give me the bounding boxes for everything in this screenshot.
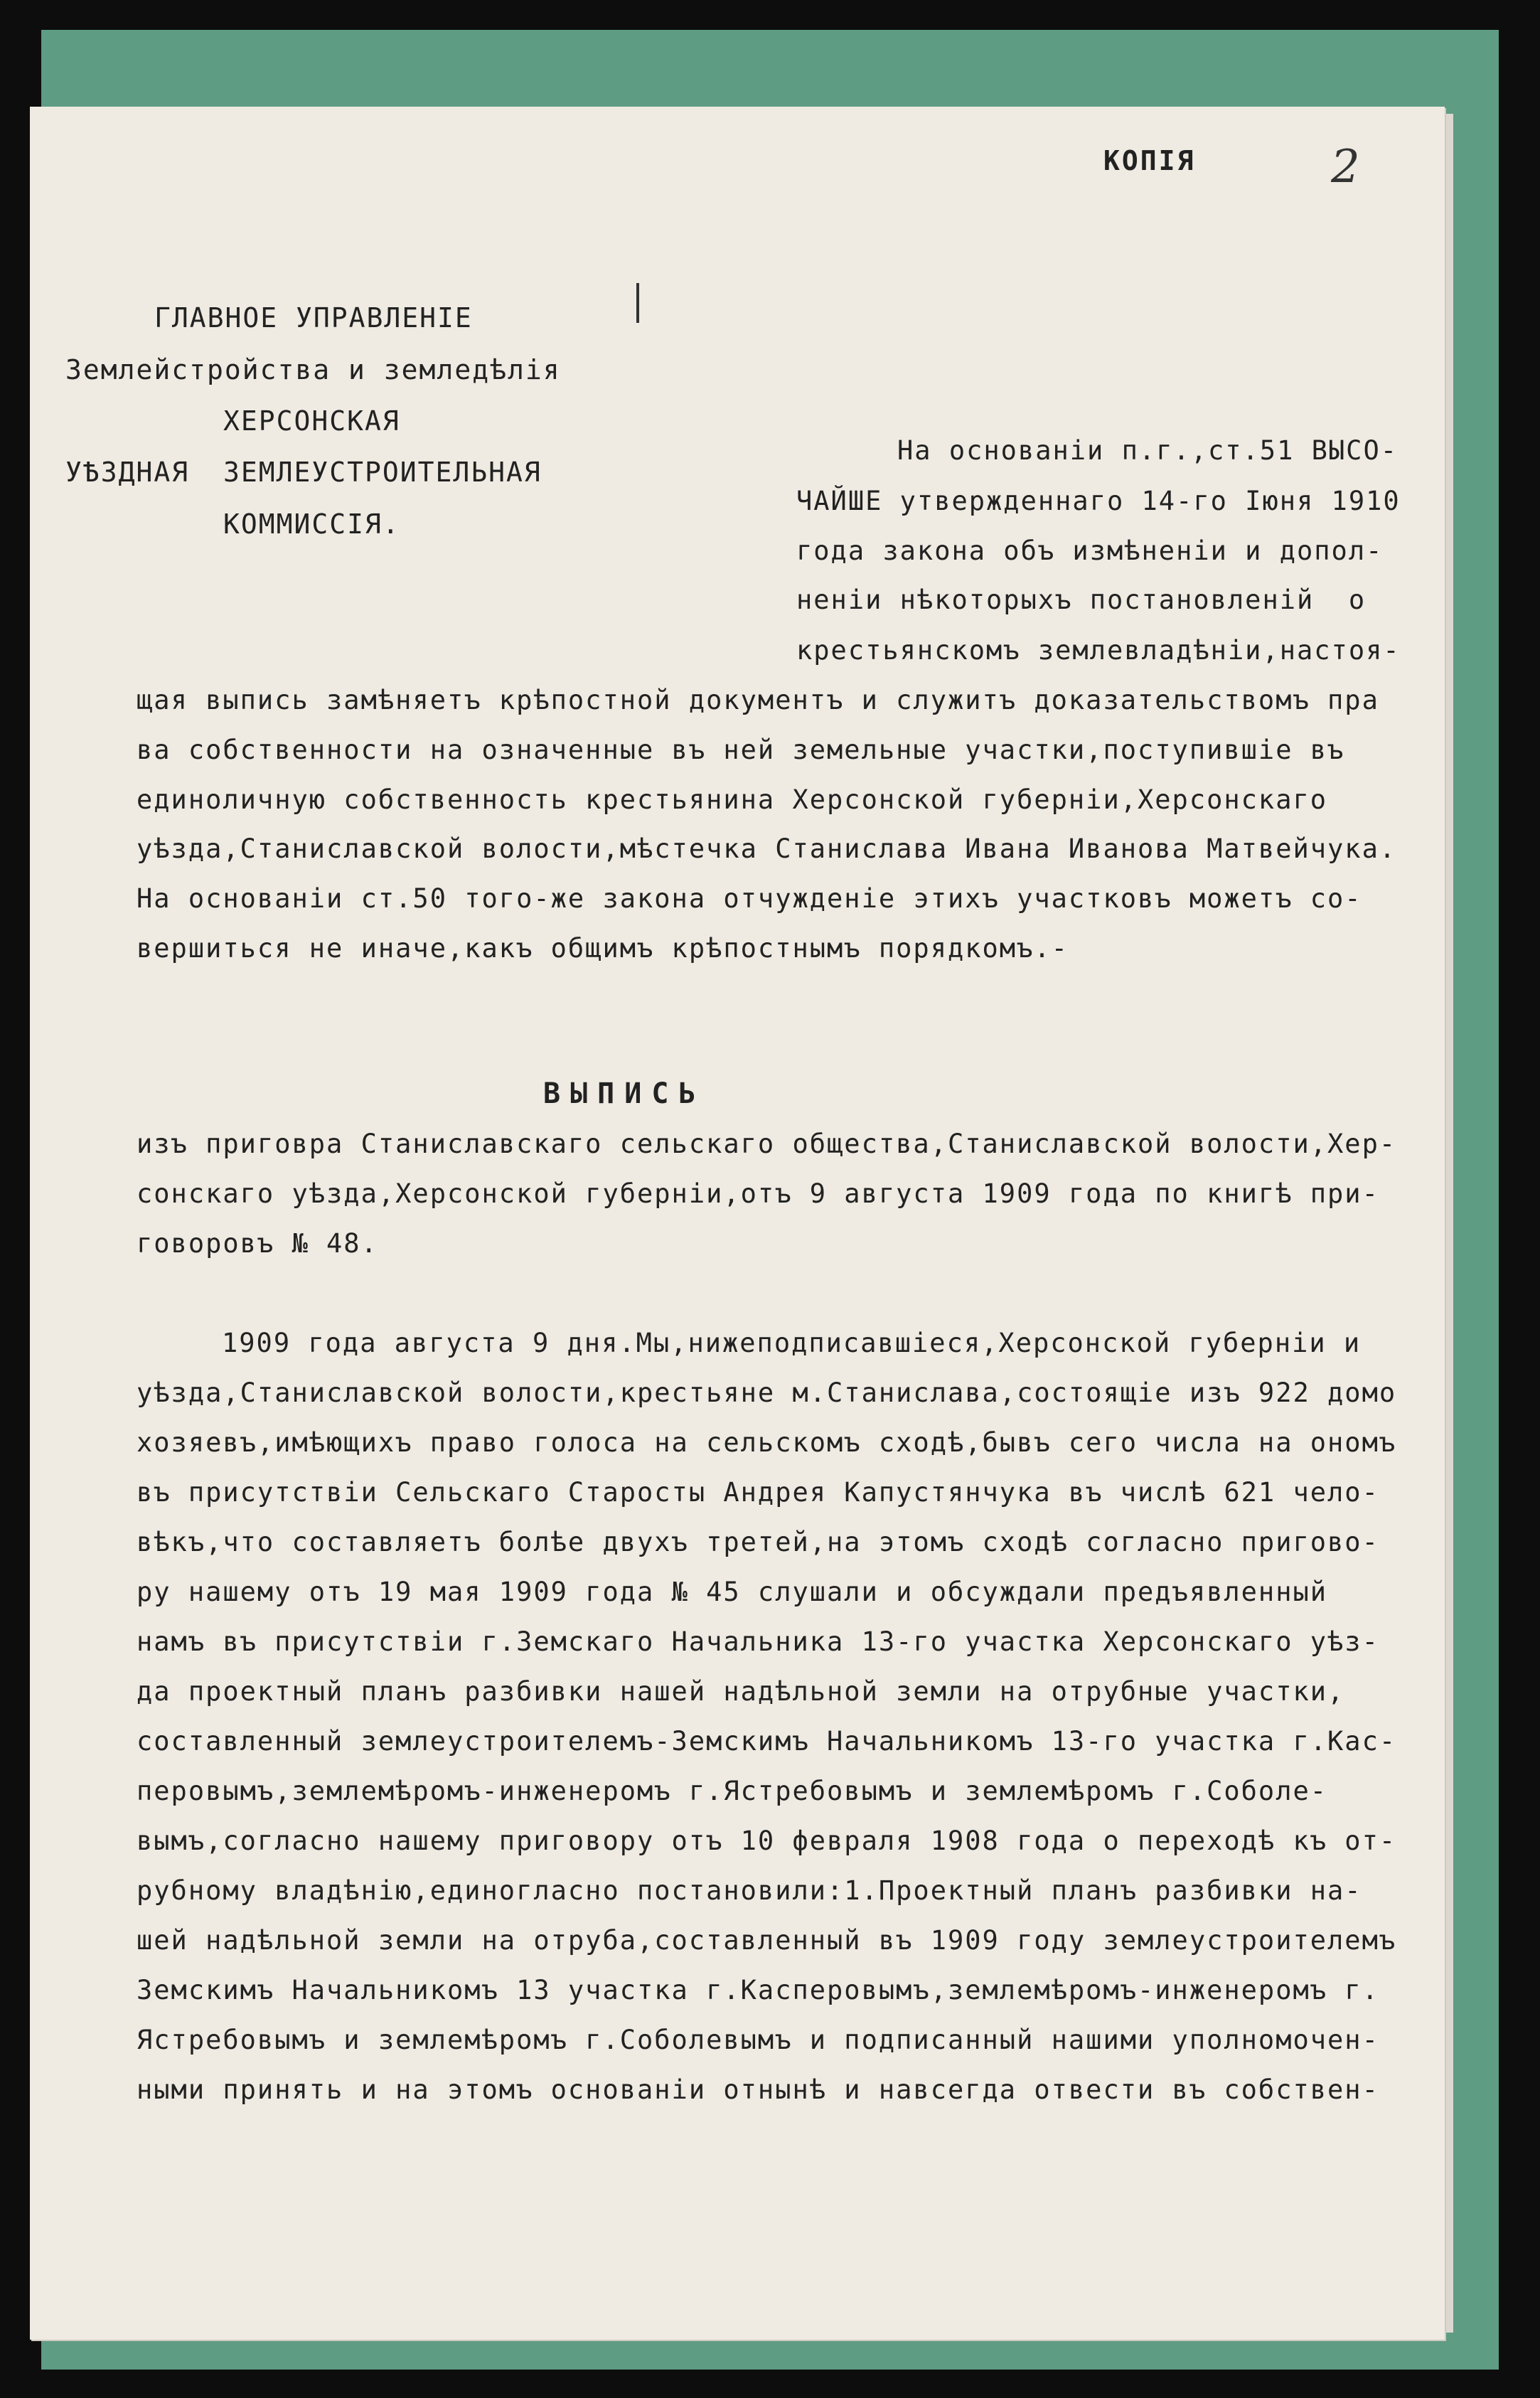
document-page [30, 107, 1445, 2340]
preamble-line: щая выпись замѣняетъ крѣпостной документъ и служитъ доказательствомъ пра [137, 685, 1379, 715]
org-header-line-3: ХЕРСОНСКАЯ [223, 405, 400, 437]
extract-body-line: намъ въ присутствiи г.Земскаго Начальника 13-го участка Херсонскаго уѣз- [137, 1626, 1379, 1657]
extract-title: ВЫПИСЬ [543, 1077, 706, 1110]
extract-intro-line: говоровъ № 48. [137, 1228, 378, 1259]
preamble-line: уѣзда,Станиславской волости,мѣстечка Станислава Ивана Иванова Матвейчука. [137, 833, 1397, 864]
extract-body-line: уѣзда,Станиславской волости,крестьяне м.Станислава,состоящiе изъ 922 домо [137, 1377, 1397, 1408]
extract-intro-line: изъ приговра Станиславскаго сельскаго общества,Станиславской волости,Хер- [137, 1129, 1397, 1159]
extract-body-line: да проектный планъ разбивки нашей надѣльной земли на отрубные участки, [137, 1676, 1345, 1707]
extract-intro-line: сонскаго уѣзда,Херсонской губернiи,отъ 9 августа 1909 года по книгѣ при- [137, 1178, 1379, 1209]
extract-body-line: шей надѣльной земли на отруба,составленный въ 1909 году землеустроителемъ [137, 1925, 1397, 1956]
preamble-line: единоличную собственность крестьянина Херсонской губернiи,Херсонскаго [137, 784, 1328, 815]
extract-body-line: ными принять и на этомъ основанiи отнынѣ и навсегда отвести въ собствен- [137, 2074, 1379, 2105]
preamble-line: ва собственности на означенные въ ней земельные участки,поступившiе въ [137, 735, 1345, 765]
preamble-line: вершиться не иначе,какъ общимъ крѣпостнымъ порядкомъ.- [137, 933, 1069, 964]
header-divider-mark [636, 283, 639, 323]
org-header-line-5: КОММИССIЯ. [223, 508, 400, 540]
extract-body-line: составленный землеустроителемъ-Земскимъ Начальникомъ 13-го участка г.Кас- [137, 1726, 1397, 1757]
preamble-line: года закона объ измѣненiи и допол- [796, 535, 1384, 566]
page-number: 2 [1331, 141, 1362, 193]
extract-body-line: перовымъ,землемѣромъ-инженеромъ г.Ястребовымъ и землемѣромъ г.Соболе- [137, 1776, 1328, 1806]
extract-body-line: Земскимъ Начальникомъ 13 участка г.Касперовымъ,землемѣромъ-инженеромъ г. [137, 1975, 1379, 2005]
org-header-line-2: Землейстройства и земледѣлiя [65, 354, 561, 385]
preamble-line: На основанiи ст.50 того-же закона отчужденiе этихъ участковъ можетъ со- [137, 883, 1362, 914]
preamble-line: ЧАЙШЕ утвержденнаго 14-го Iюня 1910 [796, 486, 1401, 516]
extract-body-line: вымъ,согласно нашему приговору отъ 10 февраля 1908 года о переходѣ къ от- [137, 1826, 1397, 1856]
org-header-line-1: ГЛАВНОЕ УПРАВЛЕНIЕ [154, 302, 473, 334]
extract-body-line: въ присутствiи Сельскаго Старосты Андрея Капустянчука въ числѣ 621 чело- [137, 1477, 1379, 1508]
extract-body-line: ру нашему отъ 19 мая 1909 года № 45 слушали и обсуждали предъявленный [137, 1577, 1328, 1607]
extract-body-line: хозяевъ,имѣющихъ право голоса на сельскомъ сходѣ,бывъ сего числа на ономъ [137, 1427, 1397, 1458]
extract-body-line: 1909 года августа 9 дня.Мы,нижеподписавшiеся,Херсонской губернiи и [222, 1328, 1362, 1358]
extract-body-line: рубному владѣнiю,единогласно постановили:1.Проектный планъ разбивки на- [137, 1875, 1362, 1906]
org-header-line-4-left: УѢЗДНАЯ [65, 457, 190, 488]
extract-body-line: вѣкъ,что составляетъ болѣе двухъ третей,на этомъ сходѣ согласно пригово- [137, 1527, 1379, 1557]
preamble-line: крестьянскомъ землевладѣнiи,настоя- [796, 635, 1401, 666]
extract-body-line: Ястребовымъ и землемѣромъ г.Соболевымъ и подписанный нашими уполномочен- [137, 2025, 1379, 2055]
preamble-line: ненiи нѣкоторыхъ постановленiй о [796, 585, 1367, 615]
copy-mark: КОПIЯ [1103, 145, 1196, 176]
preamble-line: На основанiи п.г.,ст.51 ВЫСО- [897, 435, 1399, 466]
org-header-line-4-right: ЗЕМЛЕУСТРОИТЕЛЬНАЯ [223, 457, 542, 488]
page-edge [1446, 114, 1453, 2333]
